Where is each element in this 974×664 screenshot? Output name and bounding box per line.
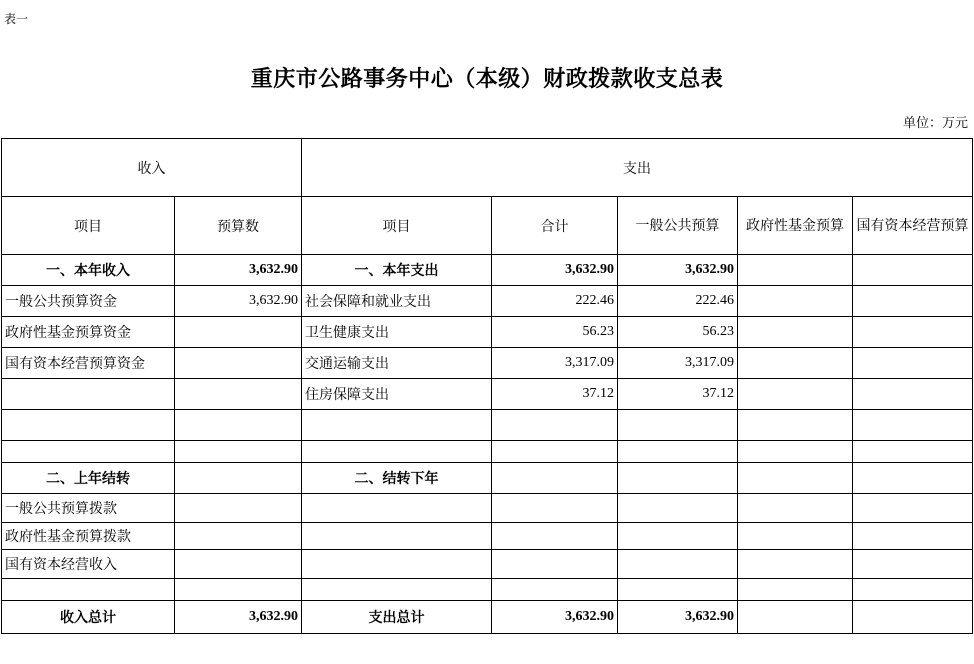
table-row [2, 348, 973, 379]
expense-header: 支出 [302, 139, 973, 197]
state-capital-cell [853, 348, 973, 379]
expense-item-cell: 二、结转下年 [302, 463, 492, 494]
expense-total-cell: 3,632.90 [492, 601, 618, 634]
general-budget-cell: 3,632.90 [618, 601, 738, 634]
expense-item-header: 项目 [302, 197, 492, 255]
expense-item-cell: 支出总计 [302, 601, 492, 634]
fund-budget-cell [738, 601, 853, 634]
table-row [2, 550, 973, 579]
fund-budget-header: 政府性基金预算 [738, 197, 853, 255]
page-title: 重庆市公路事务中心（本级）财政拨款收支总表 [250, 67, 724, 92]
expense-item-cell: 交通运输支出 [302, 348, 492, 379]
income-header: 收入 [2, 139, 302, 197]
income-amount-cell: 3,632.90 [175, 601, 302, 634]
fund-budget-cell [738, 523, 853, 550]
income-item-cell: 收入总计 [2, 601, 175, 634]
expense-total-cell [492, 579, 618, 601]
state-capital-cell [853, 523, 973, 550]
general-budget-cell: 3,632.90 [618, 255, 738, 286]
income-item-cell: 一、本年收入 [2, 255, 175, 286]
fund-budget-cell [738, 410, 853, 441]
expense-total-header: 合计 [492, 197, 618, 255]
state-capital-cell [853, 286, 973, 317]
table-row [2, 601, 973, 634]
fund-budget-cell [738, 441, 853, 463]
income-item-cell [2, 379, 175, 410]
general-budget-header: 一般公共预算 [618, 197, 738, 255]
state-capital-cell [853, 579, 973, 601]
income-item-cell: 国有资本经营收入 [2, 550, 175, 579]
expense-total-cell [492, 410, 618, 441]
table-row [2, 379, 973, 410]
general-budget-cell: 3,317.09 [618, 348, 738, 379]
expense-total-cell [492, 494, 618, 523]
income-amount-cell [175, 317, 302, 348]
fund-budget-cell [738, 494, 853, 523]
income-amount-cell: 3,632.90 [175, 286, 302, 317]
income-amount-cell [175, 494, 302, 523]
table-number: 表一 [4, 12, 29, 26]
expense-total-cell [492, 550, 618, 579]
general-budget-cell [618, 579, 738, 601]
general-budget-cell [618, 441, 738, 463]
table-row [2, 286, 973, 317]
fund-budget-cell [738, 286, 853, 317]
table-row [2, 463, 973, 494]
fund-budget-cell [738, 463, 853, 494]
income-amount-cell [175, 523, 302, 550]
income-item-cell [2, 579, 175, 601]
state-capital-cell [853, 410, 973, 441]
general-budget-cell [618, 494, 738, 523]
income-item-cell: 政府性基金预算拨款 [2, 523, 175, 550]
expense-item-cell [302, 410, 492, 441]
state-capital-cell [853, 494, 973, 523]
income-item-cell: 二、上年结转 [2, 463, 175, 494]
expense-total-cell [492, 463, 618, 494]
fund-budget-cell [738, 317, 853, 348]
table-row [2, 255, 973, 286]
expense-item-cell: 社会保障和就业支出 [302, 286, 492, 317]
state-capital-cell [853, 463, 973, 494]
expense-total-cell: 56.23 [492, 317, 618, 348]
income-item-cell: 一般公共预算拨款 [2, 494, 175, 523]
budget-table [1, 138, 973, 634]
general-budget-cell [618, 550, 738, 579]
table-row [2, 494, 973, 523]
expense-item-cell: 住房保障支出 [302, 379, 492, 410]
income-item-cell [2, 441, 175, 463]
fund-budget-cell [738, 579, 853, 601]
expense-total-cell: 3,632.90 [492, 255, 618, 286]
state-capital-cell [853, 441, 973, 463]
unit-label: 单位：万元 [902, 116, 968, 131]
income-amount-cell [175, 463, 302, 494]
income-amount-cell: 3,632.90 [175, 255, 302, 286]
expense-item-cell [302, 441, 492, 463]
expense-item-cell [302, 523, 492, 550]
income-amount-cell [175, 579, 302, 601]
expense-item-cell: 卫生健康支出 [302, 317, 492, 348]
expense-item-cell [302, 579, 492, 601]
income-item-cell: 国有资本经营预算资金 [2, 348, 175, 379]
expense-item-cell [302, 494, 492, 523]
income-amount-cell [175, 348, 302, 379]
state-capital-header: 国有资本经营预算 [853, 197, 973, 255]
state-capital-cell [853, 601, 973, 634]
state-capital-cell [853, 255, 973, 286]
general-budget-cell: 37.12 [618, 379, 738, 410]
table-row [2, 523, 973, 550]
income-budget-header: 预算数 [175, 197, 302, 255]
expense-total-cell: 37.12 [492, 379, 618, 410]
income-item-cell [2, 410, 175, 441]
income-item-cell: 政府性基金预算资金 [2, 317, 175, 348]
state-capital-cell [853, 317, 973, 348]
table-row [2, 410, 973, 441]
expense-total-cell: 222.46 [492, 286, 618, 317]
general-budget-cell: 56.23 [618, 317, 738, 348]
table-row [2, 317, 973, 348]
fund-budget-cell [738, 348, 853, 379]
income-amount-cell [175, 441, 302, 463]
fund-budget-cell [738, 379, 853, 410]
income-item-header: 项目 [2, 197, 175, 255]
expense-total-cell [492, 523, 618, 550]
income-amount-cell [175, 379, 302, 410]
table-row [2, 579, 973, 601]
expense-item-cell: 一、本年支出 [302, 255, 492, 286]
general-budget-cell [618, 410, 738, 441]
general-budget-cell: 222.46 [618, 286, 738, 317]
state-capital-cell [853, 379, 973, 410]
income-amount-cell [175, 550, 302, 579]
expense-item-cell [302, 550, 492, 579]
expense-total-cell: 3,317.09 [492, 348, 618, 379]
income-item-cell: 一般公共预算资金 [2, 286, 175, 317]
fund-budget-cell [738, 255, 853, 286]
general-budget-cell [618, 523, 738, 550]
general-budget-cell [618, 463, 738, 494]
fund-budget-cell [738, 550, 853, 579]
table-row [2, 441, 973, 463]
expense-total-cell [492, 441, 618, 463]
income-amount-cell [175, 410, 302, 441]
state-capital-cell [853, 550, 973, 579]
